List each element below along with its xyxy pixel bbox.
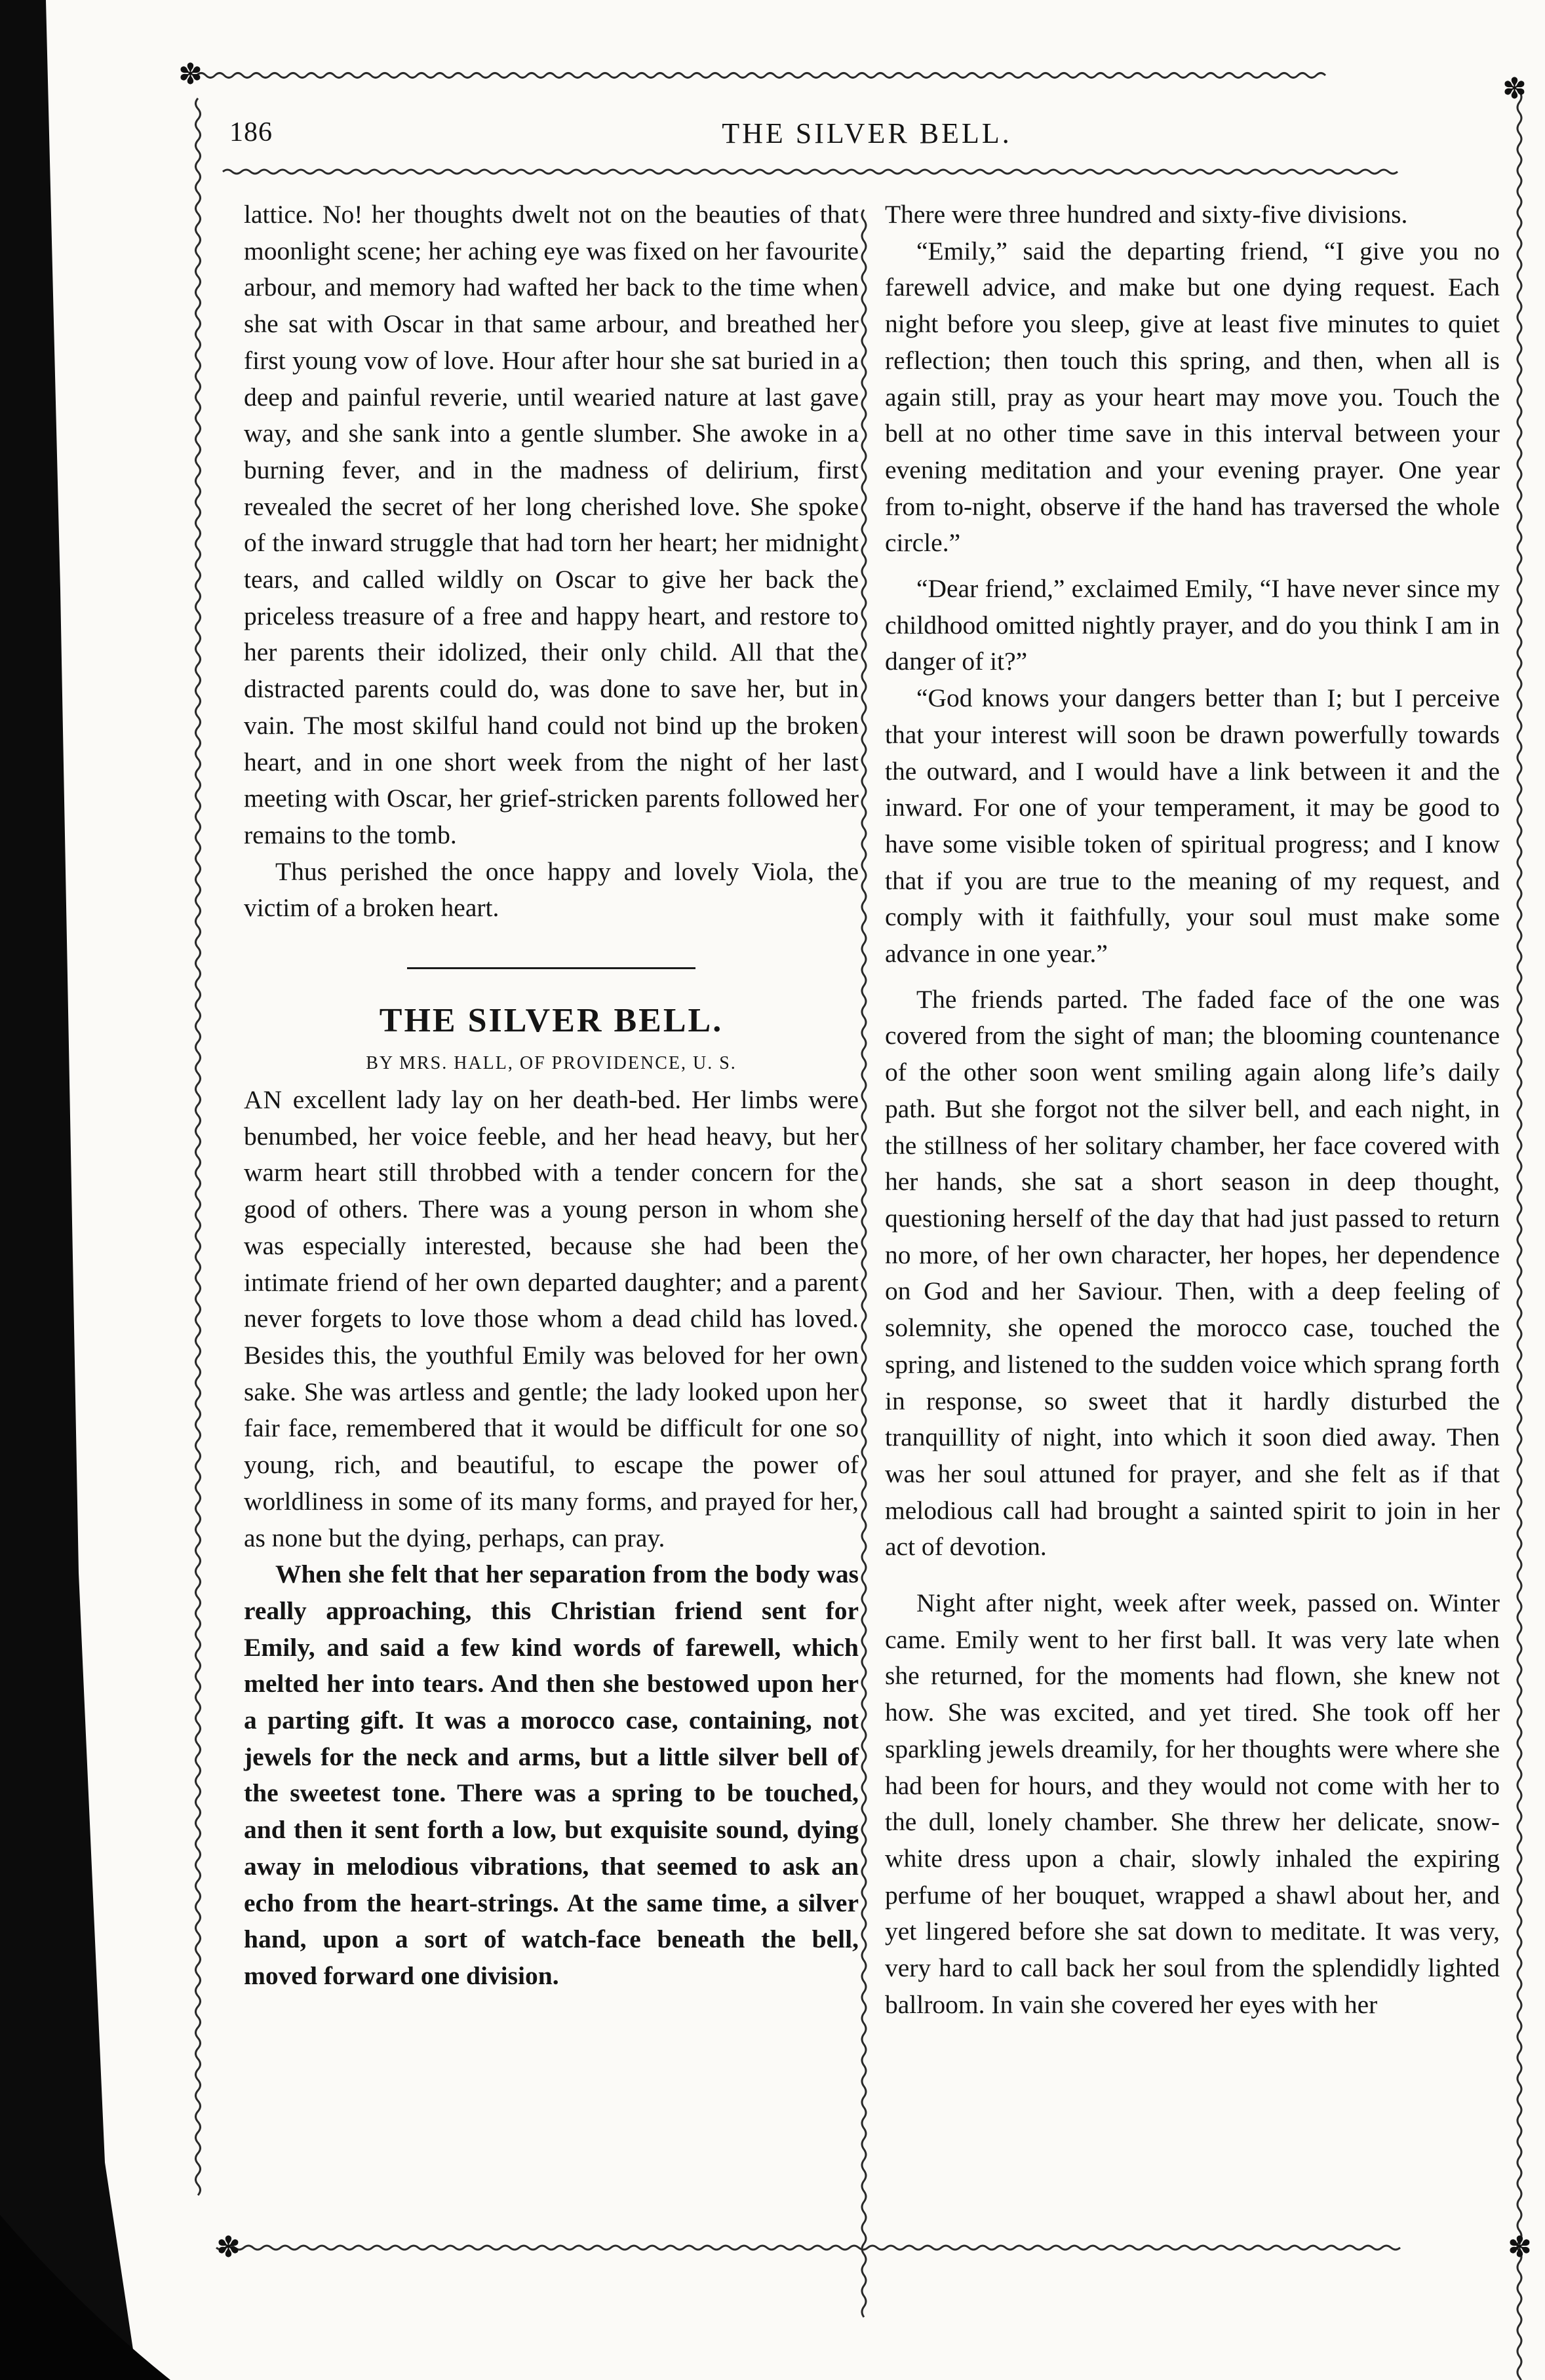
paragraph-viola-continued: lattice. No! her thoughts dwelt not on the beauties of that moonlight scene; her aching eye was fixed on her favourite arbour, and memory had wafted her back to the time when she sat with Oscar in that same arbour, and breathed her first young vow of love. Hour after hour she sat buried in a deep and painful reverie, until wearied nature at last gave way, and she sank into a gentle slumber. She awoke in a burning fever, and in the madness of delirium, first revealed the secret of her long cherished love. She spoke of the inward struggle that had torn her heart; her midnight tears, and called wildly on Oscar to give her back the priceless treasure of a free and happy heart, and restore to her parents their idolized, their only child. All that the distracted parents could do, was done to save her, but in vain. The most skilful hand could not bind up the broken heart, and in one short week from the night of her last meeting with Oscar, her grief-stricken parents followed her remains to the tomb. (244, 200, 859, 849)
paragraph-friends-parted: The friends parted. The faded face of the one was covered from the sight of man; the blooming countenance of the other soon went smiling again along life’s daily path. But she forgot not the silver bell, and each night, in the stillness of her solitary chamber, her face covered with her hands, she sat a short season in deep thought, questioning herself of the day that had just passed to return no more, of her own character, her hopes, her dependence on God and her Saviour. Then, with a deep feeling of solemnity, she opened the morocco case, touched the spring, and listened to the sudden voice which sprang forth in response, so sweet that it hardly disturbed the tranquillity of night, into which it soon died away. Then was her soul attuned for prayer, and she felt as if that melodious call had brought a sainted spirit to join in her act of devotion. (885, 984, 1500, 1562)
left-column (244, 197, 859, 1995)
right-column (885, 197, 1500, 2023)
story-paragraph-opening-text: excellent lady lay on her death-bed. Her limbs were benumbed, her voice feeble, and her head heavy, but her warm heart still throbbed with a tender concern for the good of others. There was a young person in whom she was especially interested, because she had been the intimate friend of her own departed daughter; and a parent never forgets to love those whom a dead child has loved. Besides this, the youthful Emily was beloved for her own sake. She was artless and gentle; the lady looked upon her fair face, remembered that it would be difficult for one so young, rich, and beautiful, to escape the power of worldliness in some of its many forms, and prayed for her, as none but the dying, perhaps, can pray. (244, 1085, 859, 1552)
paragraph-night-after-night: Night after night, week after week, passed on. Winter came. Emily went to her first ball. It was very late when she returned, for the moments had flown, she knew not how. She was excited, and yet tired. She took off her sparkling jewels dreamily, for her thoughts were where she had been for hours, and they would not come with her to the dull, lonely chamber. She threw her delicate, snow-white dress upon a chair, slowly inhaled the expiring perfume of her bouquet, wrapped a shawl about her, and yet lingered before she sat down to meditate. It was very, very hard to call back her soul from the splendidly lighted ballroom. In vain she covered her eyes with her (885, 1588, 1500, 2019)
corner-fleuron-top-right: ✽ (1502, 73, 1527, 105)
section-divider (407, 967, 695, 969)
running-title: THE SILVER BELL. (722, 117, 1012, 149)
corner-fleuron-bottom-left: ✽ (216, 2231, 241, 2263)
story-paragraph-opening (244, 1082, 859, 1556)
story-title: THE SILVER BELL. (379, 1002, 724, 1040)
paragraph-emily-reply: “Dear friend,” exclaimed Emily, “I have never since my childhood omitted nightly prayer, and do you think I am in danger of it?” (885, 574, 1500, 676)
paragraph-viola-ending: Thus perished the once happy and lovely Viola, the victim of a broken heart. (244, 856, 859, 923)
story-paragraph-gift: When she felt that her separation from the body was really approaching, this Christian friend sent for Emily, and said a few kind words of farewell, which melted her into tears. And then she bestowed upon her a parting gift. It was a morocco case, containing, not jewels for the neck and arms, but a little silver bell of the sweetest tone. There was a spring to be touched, and then it sent forth a low, but exquisite sound, dying away in melodious vibrations, that seemed to ask an echo from the heart-strings. At the same time, a silver hand, upon a sort of watch-face beneath the bell, moved forward one division. (244, 1560, 859, 1990)
page-header (229, 111, 1504, 157)
story-opening-word: AN (244, 1085, 283, 1115)
paragraph-farewell-request: “Emily,” said the departing friend, “I give you no farewell advice, and make but one dying request. Each night before you sleep, give at least five minutes to quiet reflection; then touch this spring, and then, when all is again still, pray as your heart may move you. Touch the bell at no other time save in this interval between your evening meditation and your evening prayer. One year from to-night, observe if the hand has traversed the whole circle.” (885, 236, 1500, 558)
paragraph-god-knows: “God knows your dangers better than I; but I perceive that your interest will soon be drawn powerfully towards the outward, and I would have a link between it and the inward. For one of your temperament, it may be good to have some visible token of spiritual progress; and I know that if you are true to the meaning of my request, and comply with it faithfully, your soul must make some advance in one year.” (885, 683, 1500, 969)
corner-fleuron-bottom-right: ✽ (1508, 2231, 1532, 2263)
paragraph-divisions: There were three hundred and sixty-five divisions. (885, 200, 1408, 229)
corner-fleuron-top-left: ✽ (178, 58, 203, 90)
story-byline: BY MRS. HALL, OF PROVIDENCE, U. S. (366, 1053, 737, 1074)
page-number: 186 (229, 117, 273, 147)
